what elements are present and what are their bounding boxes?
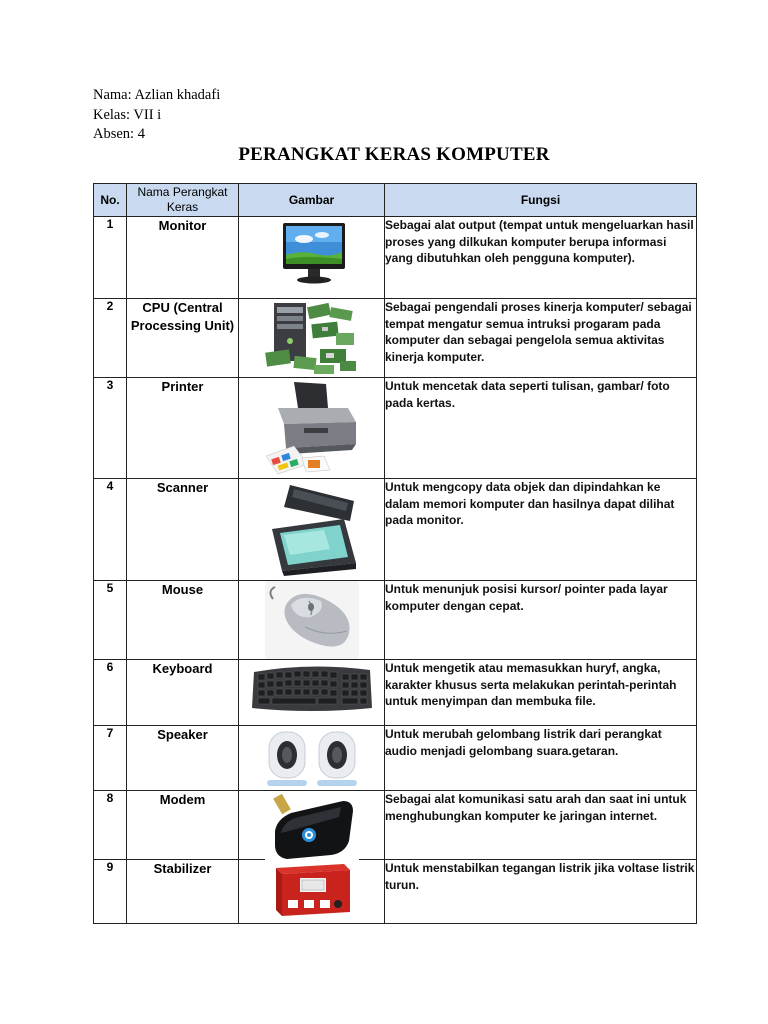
row-function: Sebagai pengendali proses kinerja komputer/ sebagai tempat mengatur semua intruksi progaram pada komputer dan sebagai pengelola semua aktivitas kinerja komputer.: [385, 299, 697, 378]
row-function: Sebagai alat komunikasi satu arah dan saat ini untuk menghubungkan komputer ke jaringan internet.: [385, 791, 697, 860]
modem-icon: [265, 791, 359, 861]
header-fungsi: Fungsi: [385, 184, 697, 217]
row-function: Untuk merubah gelombang listrik dari perangkat audio menjadi gelombang suara.getaran.: [385, 726, 697, 791]
row-device-name: Scanner: [127, 479, 239, 581]
row-no: 1: [94, 217, 127, 299]
header-nama: Nama Perangkat Keras: [127, 184, 239, 217]
document-title: PERANGKAT KERAS KOMPUTER: [238, 144, 550, 165]
student-absen: Absen: 4: [93, 126, 145, 142]
row-device-name: Stabilizer: [127, 860, 239, 924]
row-image-cell: [239, 479, 385, 581]
row-no: 2: [94, 299, 127, 378]
row-device-name: CPU (Central Processing Unit): [127, 299, 239, 378]
row-image-cell: [239, 299, 385, 378]
row-device-name: Mouse: [127, 581, 239, 660]
student-info: [93, 86, 220, 145]
row-no: 3: [94, 378, 127, 479]
monitor-icon: [272, 217, 352, 289]
row-device-name: Monitor: [127, 217, 239, 299]
speaker-icon: [263, 726, 361, 790]
table-header-row: [94, 184, 697, 217]
table-row: [94, 726, 697, 791]
row-function: Untuk menstabilkan tegangan listrik jika voltase listrik turun.: [385, 860, 697, 924]
row-image-cell: [239, 217, 385, 299]
stabilizer-icon: [270, 860, 354, 920]
table-row: [94, 378, 697, 479]
row-function: Untuk mengetik atau memasukkan huryf, angka, karakter khusus serta melakukan perintah-perintah untuk menyimpan dan membuka file.: [385, 660, 697, 726]
row-function: Sebagai alat output (tempat untuk mengeluarkan hasil proses yang dilkukan komputer berupa informasi yang dibutuhkan oleh pengguna komputer).: [385, 217, 697, 299]
row-image-cell: [239, 726, 385, 791]
row-no: 5: [94, 581, 127, 660]
printer-icon: [264, 378, 360, 474]
table-row: [94, 860, 697, 924]
table-row: [94, 217, 697, 299]
hardware-table: [93, 183, 697, 924]
row-no: 6: [94, 660, 127, 726]
keyboard-icon: [250, 660, 374, 714]
row-image-cell: [239, 581, 385, 660]
row-function: Untuk mencetak data seperti tulisan, gambar/ foto pada kertas.: [385, 378, 697, 479]
row-image-cell: [239, 791, 385, 860]
table-row: [94, 299, 697, 378]
row-no: 9: [94, 860, 127, 924]
scanner-icon: [264, 479, 360, 577]
header-no: No.: [94, 184, 127, 217]
row-image-cell: [239, 660, 385, 726]
row-function: Untuk menunjuk posisi kursor/ pointer pada layar komputer dengan cepat.: [385, 581, 697, 660]
row-no: 4: [94, 479, 127, 581]
row-device-name: Modem: [127, 791, 239, 860]
row-no: 8: [94, 791, 127, 860]
row-device-name: Keyboard: [127, 660, 239, 726]
row-device-name: Speaker: [127, 726, 239, 791]
table-row: [94, 791, 697, 860]
row-image-cell: [239, 860, 385, 924]
student-name: Nama: Azlian khadafi: [93, 87, 221, 103]
student-class: Kelas: VII i: [93, 106, 162, 123]
table-row: [94, 581, 697, 660]
row-no: 7: [94, 726, 127, 791]
table-row: [94, 479, 697, 581]
cpu-icon: [264, 299, 360, 377]
header-gambar: Gambar: [239, 184, 385, 217]
table-row: [94, 660, 697, 726]
row-device-name: Printer: [127, 378, 239, 479]
mouse-icon: [265, 581, 359, 659]
row-image-cell: [239, 378, 385, 479]
row-function: Untuk mengcopy data objek dan dipindahkan ke dalam memori komputer dan hasilnya dapat dilihat pada monitor.: [385, 479, 697, 581]
